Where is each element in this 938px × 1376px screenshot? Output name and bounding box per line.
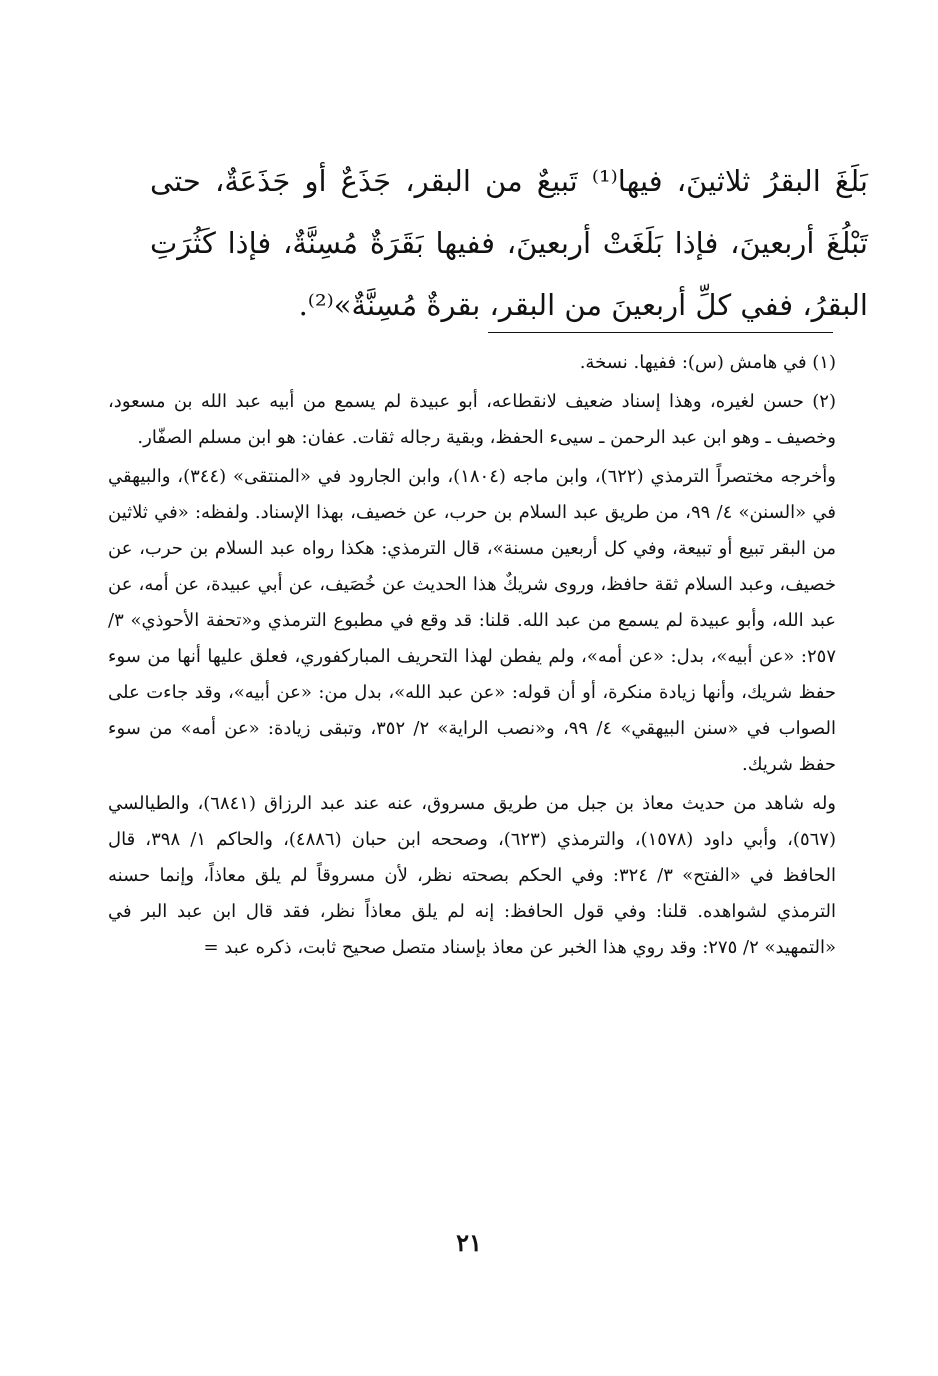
footnotes (108, 345, 836, 969)
footnote-divider (488, 332, 833, 333)
main-text: بَلَغَ البقرُ ثلاثينَ، فيها⁽¹⁾ تَبيعٌ من البقر، جَذَعٌ أو جَذَعَةٌ، حتى تَبْلُغَ أربعينَ، فإذا بَلَغَتْ أربعينَ، ففيها بَقَرَةٌ مُسِنَّةٌ، فإذا كَثُرَتِ البقرُ، ففي كلِّ أربعينَ من البقر، بقرةٌ مُسِنَّةٌ»⁽²⁾. (150, 164, 868, 322)
page-number: ٢١ (456, 1228, 482, 1257)
footnote-1: (١) في هامش (س): ففيها. نسخة. (579, 352, 836, 373)
footnote-2-witness: وله شاهد من حديث معاذ بن جبل من طريق مسروق، عنه عند عبد الرزاق (٦٨٤١)، والطيالسي (٥٦٧)، وأبي داود (١٥٧٨)، والترمذي (٦٢٣)، وصححه ابن حبان (٤٨٨٦)، والحاكم ١/ ٣٩٨، قال الحافظ في «الفتح» ٣/ ٣٢٤: وفي الحكم بصحته نظر، لأن مسروقاً لم يلق معاذاً، وإنما حسنه الترمذي لشواهده. قلنا: وفي قول الحافظ: إنه لم يلق معاذاً نظر، فقد قال ابن عبد البر في «التمهيد» ٢/ ٢٧٥: وقد روي هذا الخبر عن معاذ بإسناد متصل صحيح ثابت، ذكره عبد = (108, 793, 836, 958)
footnote-2: (٢) حسن لغيره، وهذا إسناد ضعيف لانقطاعه، أبو عبيدة لم يسمع من أبيه عبد الله بن مسعود، وخصيف ـ وهو ابن عبد الرحمن ـ سيىء الحفظ، وبقية رجاله ثقات. عفان: هو ابن مسلم الصفّار. (108, 391, 836, 448)
footnote-2-continued: وأخرجه مختصراً الترمذي (٦٢٢)، وابن ماجه (١٨٠٤)، وابن الجارود في «المنتقى» (٣٤٤)، والبيهقي في «السنن» ٤/ ٩٩، من طريق عبد السلام بن حرب، عن خصيف، بهذا الإسناد. ولفظه: «في ثلاثين من البقر تبيع أو تبيعة، وفي كل أربعين مسنة»، قال الترمذي: هكذا رواه عبد السلام بن حرب، عن خصيف، وعبد السلام ثقة حافظ، وروى شريكٌ هذا الحديث عن خُصَيف، عن أبي عبيدة، عن أمه، عن عبد الله، وأبو عبيدة لم يسمع من عبد الله. قلنا: قد وقع في مطبوع الترمذي و«تحفة الأحوذي» ٣/ ٢٥٧: «عن أبيه»، بدل: «عن أمه»، ولم يفطن لهذا التحريف المباركفوري، فعلق عليها أنها من سوء حفظ شريك، وأنها زيادة منكرة، أو أن قوله: «عن عبد الله»، بدل من: «عن أبيه»، وقد جاءت على الصواب في «سنن البيهقي» ٤/ ٩٩، و«نصب الراية» ٢/ ٣٥٢، وتبقى زيادة: «عن أمه» من سوء حفظ شريك. (108, 466, 836, 775)
